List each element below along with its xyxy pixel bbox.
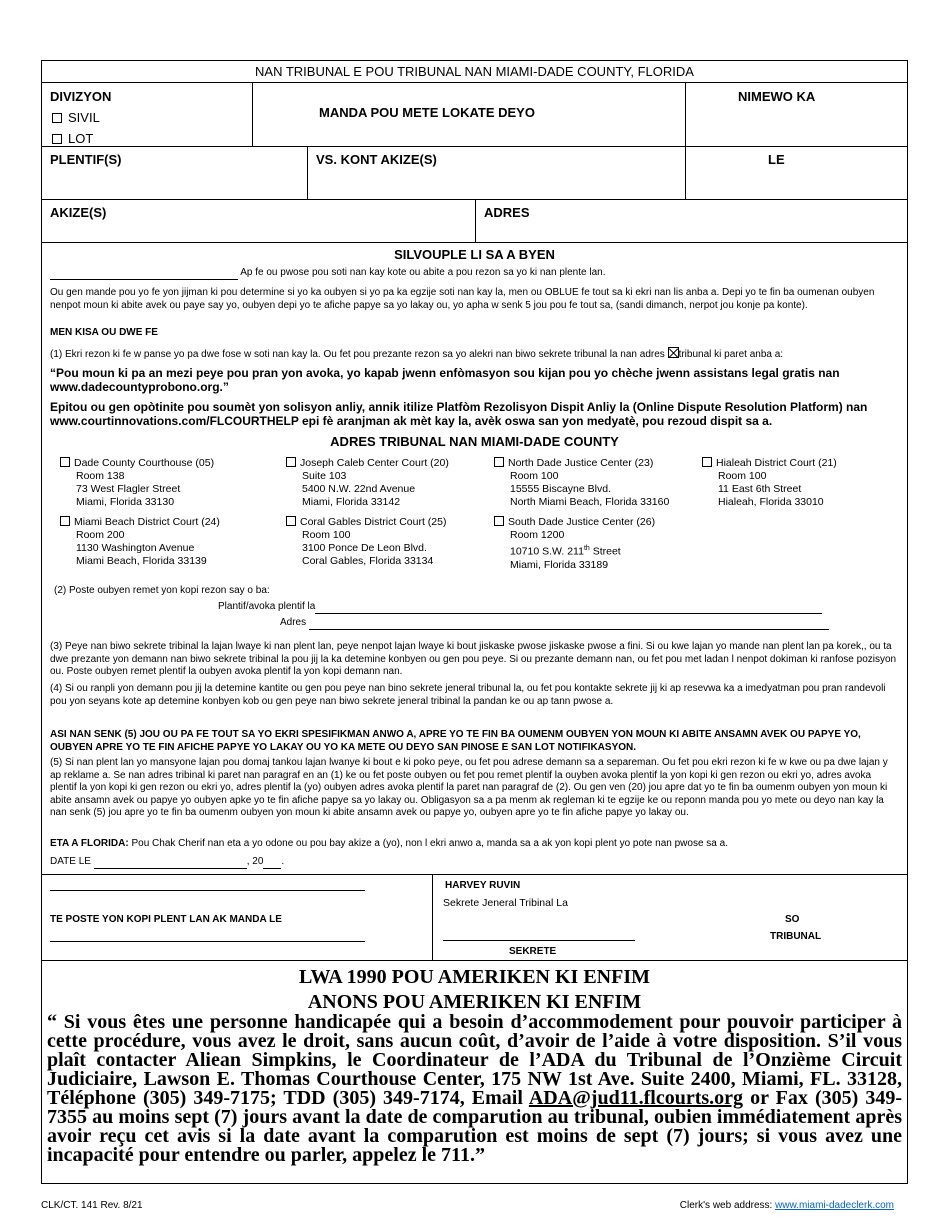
accused-label: AKIZE(S) bbox=[50, 205, 107, 220]
court-title: NAN TRIBUNAL E POU TRIBUNAL NAN MIAMI-DADE COUNTY, FLORIDA bbox=[42, 61, 907, 83]
court-room: Room 100 bbox=[510, 470, 559, 482]
plaintiff-address-line bbox=[280, 617, 829, 630]
plaintiff-address-field[interactable] bbox=[309, 619, 829, 630]
parties-row bbox=[42, 147, 907, 200]
court-room: Room 1200 bbox=[510, 529, 565, 541]
address-label: ADRES bbox=[484, 205, 530, 220]
notice-line-1-text: Ap fe ou pwose pou soti nan kay kote ou abite a pou rezon sa yo ki nan plente lan. bbox=[240, 267, 606, 278]
checkbox[interactable] bbox=[286, 516, 296, 526]
clerk-web-address bbox=[680, 1200, 894, 1211]
date-field[interactable] bbox=[94, 859, 247, 869]
clerk-label: SEKRETE bbox=[509, 946, 557, 957]
lot-option[interactable] bbox=[52, 131, 93, 146]
plaintiff-attorney-line bbox=[218, 601, 822, 614]
court-room: Suite 103 bbox=[302, 470, 347, 482]
checkbox[interactable] bbox=[60, 516, 70, 526]
ada-notice bbox=[47, 1013, 902, 1165]
accused-row bbox=[42, 200, 907, 243]
lawyer-notice: “Pou moun ki pa an mezi peye pou pran yon avoka, yo kapab jwenn enfòmasyon sou kijan pou yo chèche jwenn assistans legal gratis nan www.dadecountyprobono.org.” bbox=[50, 366, 840, 394]
court-name: Dade County Courthouse (05) bbox=[74, 457, 215, 469]
clerk-name: HARVEY RUVIN bbox=[445, 880, 521, 891]
court-street: 15555 Biscayne Blvd. bbox=[510, 483, 611, 495]
court-city: Hialeah, Florida 33010 bbox=[718, 496, 824, 508]
plaintiff-label: PLENTIF(S) bbox=[50, 152, 122, 167]
court-name: North Dade Justice Center (23) bbox=[508, 457, 654, 469]
court-room: Room 200 bbox=[76, 529, 125, 541]
court-street: 5400 N.W. 22nd Avenue bbox=[302, 483, 416, 495]
le-label: LE bbox=[768, 152, 785, 167]
lot-checkbox[interactable] bbox=[52, 134, 62, 144]
lot-label: LOT bbox=[68, 131, 94, 146]
checkbox[interactable] bbox=[494, 516, 504, 526]
court-option-joseph-caleb[interactable] bbox=[286, 457, 449, 509]
checkbox[interactable] bbox=[60, 457, 70, 467]
court-option-dade[interactable] bbox=[60, 457, 214, 509]
notice-heading: SILVOUPLE LI SA A BYEN bbox=[394, 247, 555, 262]
court-city: Coral Gables, Florida 33134 bbox=[302, 555, 434, 567]
signature-line-bottom[interactable] bbox=[50, 941, 365, 942]
date-label: DATE LE bbox=[50, 856, 91, 867]
division-cell bbox=[42, 83, 252, 146]
court-name: Coral Gables District Court (25) bbox=[300, 516, 447, 528]
ada-text-after: or Fax (305) 349-7355 au moins sept (7) jours avant la date de comparution au tribunal, oubien immédiatement après avoir reçu cet avis si la date avant la comparution est moins de sept (7) jours; si vous avez une incapacité pour entendre ou parler, appelez le 711.” bbox=[47, 1087, 902, 1166]
defendant-cell bbox=[307, 147, 685, 199]
civil-option[interactable] bbox=[52, 110, 100, 125]
court-room: Room 138 bbox=[76, 470, 125, 482]
accused-cell bbox=[42, 200, 475, 242]
court-street: 1130 Washington Avenue bbox=[76, 542, 195, 554]
clerk-title: Sekrete Jeneral Tribinal La bbox=[443, 897, 568, 909]
date-line: DATE LE , 20 . bbox=[50, 856, 285, 867]
signature-section bbox=[42, 875, 907, 961]
clerk-signature-line[interactable] bbox=[443, 940, 635, 941]
item-4: (4) Si ou ranpli yon demann pou jij la detemine kantite ou gen pou peye nan bino sekrete jeneral tribunal la, ou fet pou kontakte sekrete jij ki ap resevwa ka a imedyatman pou pran randevoli pou yon seyans kote ap detemine konbyen kob ou gen peye nan biwo sekrete jeneral tribinal la pandan ke ou ap tann pwose a. bbox=[50, 683, 886, 707]
odr-notice: Epitou ou gen opòtinite pou soumèt yon solisyon anliy, annik itilize Platfòm Rezolisyon Dispit Anliy la (Online Dispute Resolution Platform) nan www.courtinnovations.com/FLCOURTHELP epi fè aranjman ak mèt kay la, avèk oswa san yon medyatè, pou rezoud dispit sa a. bbox=[50, 400, 868, 428]
plaintiff-cell bbox=[42, 147, 307, 199]
state-florida-line bbox=[50, 838, 899, 851]
court-city: Miami, Florida 33142 bbox=[302, 496, 401, 508]
court-name: South Dade Justice Center (26) bbox=[508, 516, 656, 528]
item-5: (5) Si nan plent lan yo mansyone lajan pou domaj tankou lajan lwanye ki bout e ki poko peye, ou fet pou adrese demann sa a separeman. Ou fet pou ekri rezon ki fe w kwe ou pa dwe lajan y ap reklame a. Se nan adres tribinal ki paret nan paragraf en an (1) ke ou fet poste oubyen ou fet pou remet plentif la ouyben avoka plentif la yon kopi ki gen rezon ou ekri yo, adres avoka plentif la yon kopi ki gen rezon ou ekri yo, adres plentif la (yo) oubyen adres avoka plentif la paret nan paragraf de (2). Ou gen ven (20) jou apre dat yo te fin ba oumenm oubyen yon moun ki abite ansamn avek ou papye yo oubyen apke yo te fin afiche papye sa yo lakay ou. Obligasyon sa a pa menm ak regleman ki te egzije ke ou reponn manda pou yo mete ou deyo nan kay la nan senk (5) jou apre yo te fin ba oumenm oubyen yon moun ki abite ansamn avek ou papye yo, oubyen apre yo te fin afiche papye yo lakay ou. bbox=[50, 757, 888, 818]
checkbox[interactable] bbox=[494, 457, 504, 467]
ada-title-2: ANONS POU AMERIKEN KI ENFIM bbox=[307, 991, 642, 1013]
court-option-hialeah[interactable] bbox=[702, 457, 837, 509]
checkbox[interactable] bbox=[286, 457, 296, 467]
mailing-cell bbox=[42, 875, 432, 960]
plaintiff-address-label: Adres bbox=[280, 617, 307, 628]
item-3: (3) Peye nan biwo sekrete tribinal la lajan lwaye ki nan plent lan, peye nenpot lajan lwaye ki bout jiskaske pwose jiskaske pwose a fini. Si ou kwe lajan yo mande nan plent lan pa korek,, ou ta dwe prezante yon demann nan biwo sekrete tribinal la pou jij la ka detemine konbyen ou gen pou peye. Si ou prezante demann nan, ou fet pou met ladan l nenpot dokiman ki ranfose pozisyon ou. Poste oubyen remet plentif la oubyen avoka plentif la yon kopi demann nan. bbox=[50, 641, 897, 677]
mailing-label: TE POSTE YON KOPI PLENT LAN AK MANDA LE bbox=[50, 914, 282, 925]
defendant-name-blank[interactable] bbox=[50, 270, 238, 280]
court-option-north-dade[interactable] bbox=[494, 457, 669, 509]
warning-notice: ASI NAN SENK (5) JOU OU PA FE TOUT SA YO EKRI SPESIFIKMAN ANWO A, APRE YO TE FIN BA OUMENM OUBYEN YON MOUN KI ABITE ANSAMN AVEK OU PAPYE YO, OUBYEN APRE YO TE FIN AFICHE PAPYE YO LAKAY OU YO KA METE OU DEYO SAN PINOSE E SAN LOT NOTIFIKASYON. bbox=[50, 729, 861, 753]
web-label: Clerk's web address: bbox=[679, 1200, 776, 1211]
seal-label-1: SO bbox=[785, 914, 800, 925]
signature-line-top[interactable] bbox=[50, 890, 365, 891]
form-title: MANDA POU METE LOKATE DEYO bbox=[319, 105, 535, 120]
court-street: 73 West Flagler Street bbox=[76, 483, 181, 495]
item-2: (2) Poste oubyen remet yon kopi rezon say o ba: bbox=[54, 585, 270, 596]
ada-email-link[interactable]: ADA@jud11.flcourts.org bbox=[528, 1087, 744, 1109]
court-city: North Miami Beach, Florida 33160 bbox=[510, 496, 670, 508]
court-city: Miami, Florida 33189 bbox=[510, 558, 609, 571]
court-name: Hialeah District Court (21) bbox=[716, 457, 837, 469]
year-field[interactable] bbox=[263, 859, 281, 869]
court-city: Miami, Florida 33130 bbox=[76, 496, 175, 508]
form-number: CLK/CT. 141 Rev. 8/21 bbox=[41, 1200, 143, 1211]
ada-text-before: “ Si vous êtes une personne handicapée qui a besoin d’accommodement pour pouvoir participer à cette procédure, vous avez le droit, sans aucun coût, d’avoir de l’aide à votre disposition. S’il vous plaît contacter Aliean Simpkins, le Coordinateur de l’ADA du Tribunal de l’Onzième Circuit Judiciaire, Lawson E. Thomas Courthouse Center, 175 NW 1st Ave. Suite 2400, Miami, FL. 33128, Téléphone (305) 349-7175; TDD (305) 349-7174, Email bbox=[47, 1011, 902, 1109]
court-checkbox-checked[interactable] bbox=[668, 347, 679, 358]
court-name: Miami Beach District Court (24) bbox=[74, 516, 220, 528]
court-name: Joseph Caleb Center Court (20) bbox=[300, 457, 449, 469]
civil-label: SIVIL bbox=[68, 110, 100, 125]
title-cell bbox=[252, 83, 685, 146]
item-1-text: (1) Ekri rezon ki fe w panse yo pa dwe fose w soti nan kay la. Ou fet pou prezante rezon sa yo alekri nan biwo sekrete tribunal la nan adres bbox=[50, 349, 665, 360]
division-row bbox=[42, 83, 907, 147]
checkbox[interactable] bbox=[702, 457, 712, 467]
addresses-heading: ADRES TRIBUNAL NAN MIAMI-DADE COUNTY bbox=[330, 434, 619, 449]
court-room: Room 100 bbox=[302, 529, 351, 541]
le-cell bbox=[685, 147, 909, 199]
state-florida-label: ETA A FLORIDA: bbox=[50, 838, 129, 849]
what-to-do-heading: MEN KISA OU DWE FE bbox=[50, 327, 158, 338]
civil-checkbox[interactable] bbox=[52, 113, 62, 123]
case-number-label: NIMEWO KA bbox=[738, 89, 816, 104]
court-option-miami-beach[interactable] bbox=[60, 516, 220, 568]
court-room: Room 100 bbox=[718, 470, 767, 482]
defendant-label: VS. KONT AKIZE(S) bbox=[316, 152, 437, 167]
item-1-text-b: tribunal ki paret anba a: bbox=[678, 349, 784, 360]
summons-form bbox=[41, 60, 908, 1184]
court-street: 10710 S.W. 211th Street bbox=[510, 545, 621, 558]
case-number-cell bbox=[685, 83, 909, 146]
notice-body bbox=[42, 243, 907, 875]
state-florida-text: Pou Chak Cherif nan eta a yo odone ou pou bay akize a (yo), non l ekri anwo a, manda sa a ak yon kopi plent yo pote nan pwose sa a. bbox=[128, 838, 728, 849]
seal-label-2: TRIBUNAL bbox=[770, 931, 822, 942]
court-option-coral-gables[interactable] bbox=[286, 516, 446, 568]
intro-paragraph: Ou gen mande pou yo fe yon jijman ki pou determine si yo ka oubyen si yo pa ka egzije soti nan kay la, men ou OBLUE fe tout sa ki ekri nan lis anba a. Depi yo te fin ba oumenan oubyen nenpot moun ki abite avek ou paye say yo, oubyen depi yo te afiche papye sa yo lakay ou, yo apha w senk 5 jou pou fe tout sa, (sandi dimanch, nerpot jou konje pa konte). bbox=[50, 287, 875, 311]
division-label: DIVIZYON bbox=[50, 89, 112, 104]
clerk-website-link[interactable]: www.miami-dadeclerk.com bbox=[775, 1200, 894, 1211]
plaintiff-attorney-label: Plantif/avoka plentif la bbox=[218, 601, 316, 612]
plaintiff-attorney-field[interactable] bbox=[315, 603, 822, 614]
court-street: 3100 Ponce De Leon Blvd. bbox=[302, 542, 427, 554]
court-street: 11 East 6th Street bbox=[718, 483, 802, 495]
address-cell bbox=[475, 200, 909, 242]
clerk-cell bbox=[432, 875, 909, 960]
year-prefix: , 20 bbox=[246, 856, 264, 867]
court-option-south-dade[interactable] bbox=[494, 516, 655, 572]
court-city: Miami Beach, Florida 33139 bbox=[76, 555, 207, 567]
ada-title-1: LWA 1990 POU AMERIKEN KI ENFIM bbox=[299, 966, 650, 988]
notice-line-1 bbox=[50, 267, 899, 280]
item-1 bbox=[50, 347, 899, 362]
